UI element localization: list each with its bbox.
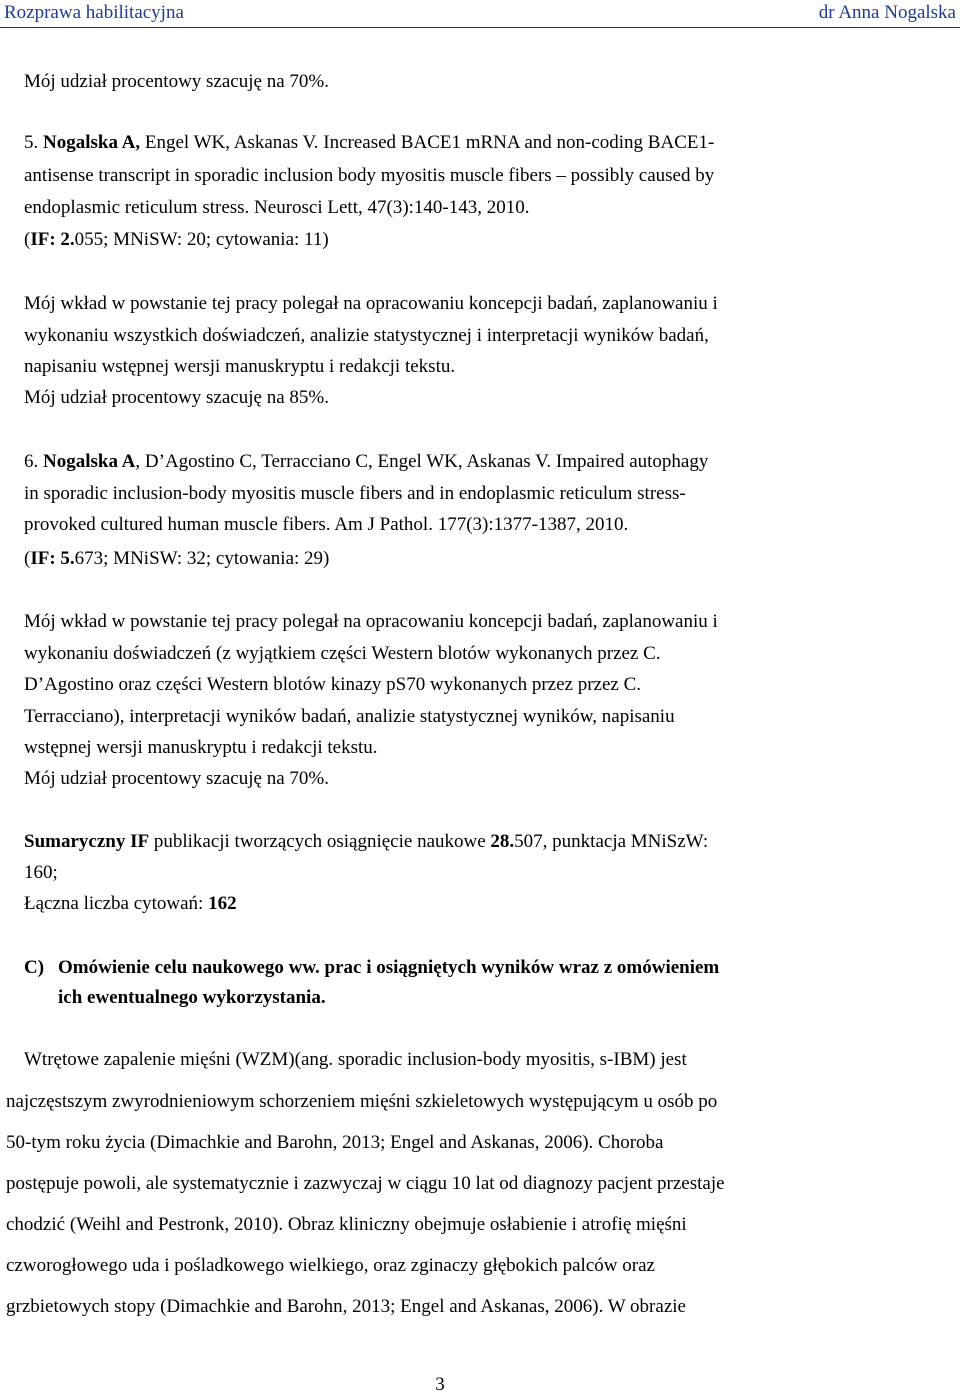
body-line3: 50-tym roku życia (Dimachkie and Barohn, 2013; Engel and Askanas, 2006). Choroba bbox=[6, 1132, 664, 1153]
header-rule bbox=[0, 27, 960, 28]
pub5-if-label: IF: 2. bbox=[30, 229, 75, 250]
pub5-number: 5. bbox=[24, 132, 39, 153]
pub6-contribution-line2: wykonaniu doświadczeń (z wyjątkiem części Western blotów wykonanych przez C. bbox=[24, 643, 661, 664]
pub6-contribution-line4: Terracciano), interpretacji wyników badań, analizie statystycznej wyników, napisaniu bbox=[24, 706, 675, 727]
summary-if-middle: publikacji tworzących osiągnięcie naukowe bbox=[149, 831, 491, 852]
section-c-marker bbox=[24, 956, 44, 980]
pub5-share: Mój udział procentowy szacuję na 85%. bbox=[24, 387, 329, 408]
page-header bbox=[0, 0, 960, 28]
pub5-authors-bold: Nogalska A, bbox=[43, 132, 141, 153]
summary-points-value: 160; bbox=[24, 862, 58, 883]
pub6-metrics bbox=[24, 547, 329, 571]
section-c-heading-line2-text: ich ewentualnego wykorzystania. bbox=[58, 987, 326, 1008]
pub6-contribution-line3: D’Agostino oraz części Western blotów kinazy pS70 wykonanych przez przez C. bbox=[24, 674, 642, 695]
pub6-line1-rest: , D’Agostino C, Terracciano C, Engel WK, Askanas V. Impaired autophagy bbox=[135, 451, 709, 472]
summary-if-line bbox=[24, 830, 708, 854]
body-line7: grzbietowych stopy (Dimachkie and Barohn, 2013; Engel and Askanas, 2006). W obrazie bbox=[6, 1296, 686, 1317]
pub6-line1 bbox=[24, 450, 708, 474]
pub5-metrics bbox=[24, 228, 329, 252]
pub5-metrics-open: ( bbox=[24, 229, 31, 250]
pub5-line1 bbox=[24, 131, 714, 155]
page-number: 3 bbox=[435, 1374, 445, 1395]
pub6-share: Mój udział procentowy szacuję na 70%. bbox=[24, 768, 329, 789]
pub6-line2: in sporadic inclusion-body myositis muscle fibers and in endoplasmic reticulum stress- bbox=[24, 483, 686, 504]
summary-if-prefix: Sumaryczny IF bbox=[24, 831, 150, 852]
pub6-contribution-line5: wstępnej wersji manuskryptu i redakcji tekstu. bbox=[24, 737, 378, 758]
pub5-line3: endoplasmic reticulum stress. Neurosci Lett, 47(3):140-143, 2010. bbox=[24, 197, 530, 218]
pub5-contribution-line2: wykonaniu wszystkich doświadczeń, analizie statystycznej i interpretacji wyników badań, bbox=[24, 325, 709, 346]
summary-points-text: , punktacja MNiSzW: bbox=[542, 831, 709, 852]
body-line5: chodzić (Weihl and Pestronk, 2010). Obraz kliniczny obejmuje osłabienie i atrofię mięśni bbox=[6, 1214, 687, 1235]
body-line2: najczęstszym zwyrodnieniowym schorzeniem mięśni szkieletowych występującym u osób po bbox=[6, 1091, 718, 1112]
summary-if-value-bold: 28. bbox=[490, 831, 515, 852]
pub5-contribution-line1: Mój wkład w powstanie tej pracy polegał na opracowaniu koncepcji badań, zaplanowaniu i bbox=[24, 293, 718, 314]
section-c-heading-line1-text: Omówienie celu naukowego ww. prac i osiągniętych wyników wraz z omówieniem bbox=[58, 957, 720, 978]
pub5-contribution-line3: napisaniu wstępnej wersji manuskryptu i redakcji tekstu. bbox=[24, 356, 456, 377]
summary-citations-line bbox=[24, 892, 237, 916]
section-c-heading-line2 bbox=[58, 986, 326, 1010]
pub5-line1-rest: Engel WK, Askanas V. Increased BACE1 mRNA and non-coding BACE1- bbox=[144, 132, 715, 153]
top-share-text: Mój udział procentowy szacuję na 70%. bbox=[24, 71, 329, 92]
pub5-metrics-rest: 055; MNiSW: 20; cytowania: 11) bbox=[74, 229, 329, 250]
pub6-metrics-rest: 673; MNiSW: 32; cytowania: 29) bbox=[74, 548, 330, 569]
body-line4: postępuje powoli, ale systematycznie i zazwyczaj w ciągu 10 lat od diagnozy pacjent przestaje bbox=[6, 1173, 725, 1194]
pub6-line3: provoked cultured human muscle fibers. Am J Pathol. 177(3):1377-1387, 2010. bbox=[24, 514, 629, 535]
summary-if-value-rest: 507 bbox=[514, 831, 543, 852]
pub6-contribution-line1: Mój wkład w powstanie tej pracy polegał na opracowaniu koncepcji badań, zaplanowaniu i bbox=[24, 611, 718, 632]
summary-citations-label: Łączna liczba cytowań: bbox=[24, 893, 209, 914]
pub6-if-label: IF: 5. bbox=[30, 548, 75, 569]
body-line6: czworogłowego uda i pośladkowego wielkiego, oraz zginaczy głębokich palców oraz bbox=[6, 1255, 655, 1276]
pub6-number: 6. bbox=[24, 451, 39, 472]
section-c-marker-text: C) bbox=[24, 957, 45, 978]
header-title: Rozprawa habilitacyjna bbox=[4, 2, 184, 23]
pub6-authors-bold: Nogalska A bbox=[43, 451, 136, 472]
pub5-line2: antisense transcript in sporadic inclusion body myositis muscle fibers – possibly caused by bbox=[24, 165, 715, 186]
pub6-metrics-open: ( bbox=[24, 548, 31, 569]
header-author: dr Anna Nogalska bbox=[818, 2, 956, 23]
section-c-heading-line1 bbox=[58, 956, 719, 980]
summary-citations-value: 162 bbox=[208, 893, 237, 914]
body-line1: Wtrętowe zapalenie mięśni (WZM)(ang. sporadic inclusion-body myositis, s-IBM) jest bbox=[24, 1049, 687, 1070]
